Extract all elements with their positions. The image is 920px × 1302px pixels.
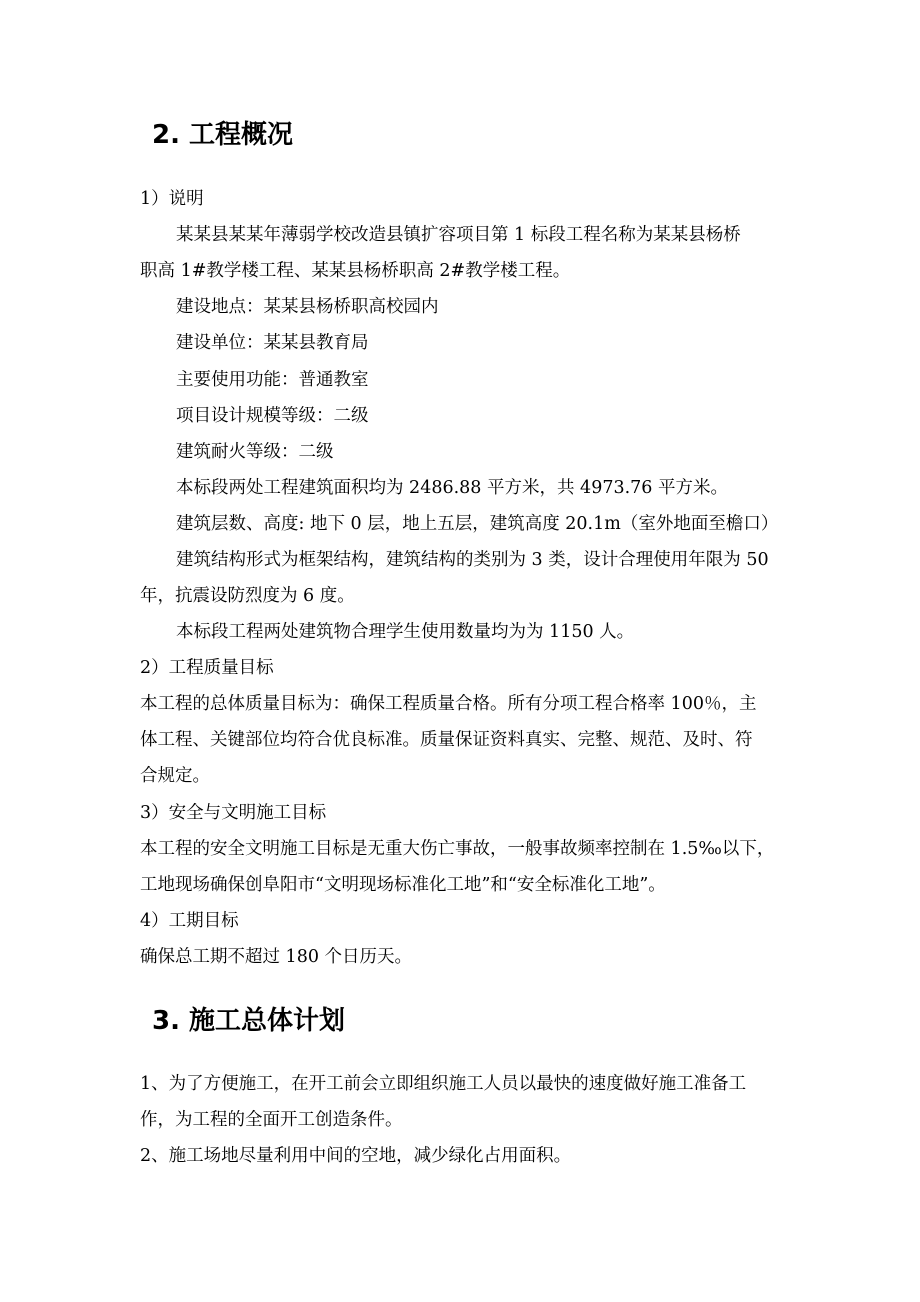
plan-item-1-line-1: 1、为了方便施工，在开工前会立即组织施工人员以最快的速度做好施工准备工: [140, 1074, 747, 1094]
sub-2-label: 2）工程质量目标: [140, 658, 274, 678]
plan-item-1-line-2: 作，为工程的全面开工创造条件。: [140, 1110, 403, 1130]
structure-line-1: 建筑结构形式为框架结构，建筑结构的类别为 3 类，设计合理使用年限为 50: [176, 550, 769, 570]
construction-location: 建设地点：某某县杨桥职高校园内: [176, 297, 439, 317]
quality-line-1: 本工程的总体质量目标为：确保工程质量合格。所有分项工程合格率 100％，主: [140, 694, 757, 714]
structure-line-2: 年，抗震设防烈度为 6 度。: [140, 586, 355, 606]
quality-line-2: 体工程、关键部位均符合优良标准。质量保证资料真实、完整、规范、及时、符: [140, 730, 753, 750]
building-area: 本标段两处工程建筑面积均为 2486.88 平方米，共 4973.76 平方米。: [176, 478, 728, 498]
safety-line-1: 本工程的安全文明施工目标是无重大伤亡事故，一般事故频率控制在 1.5‰以下，: [140, 839, 775, 859]
student-capacity: 本标段工程两处建筑物合理学生使用数量均为为 1150 人。: [176, 622, 635, 642]
construction-unit: 建设单位：某某县教育局: [176, 333, 369, 353]
safety-line-2: 工地现场确保创阜阳市“文明现场标准化工地”和“安全标准化工地”。: [140, 875, 666, 895]
section-2-heading: 2. 工程概况: [152, 120, 294, 150]
sub-3-label: 3）安全与文明施工目标: [140, 803, 327, 823]
plan-item-2: 2、施工场地尽量利用中间的空地，减少绿化占用面积。: [140, 1146, 572, 1166]
fire-rating: 建筑耐火等级：二级: [176, 442, 334, 462]
project-name-line-1: 某某县某某年薄弱学校改造县镇扩容项目第 1 标段工程名称为某某县杨桥: [176, 225, 741, 245]
sub-4-label: 4）工期目标: [140, 911, 239, 931]
sub-1-label: 1）说明: [140, 189, 204, 209]
project-name-line-2: 职高 1#教学楼工程、某某县杨桥职高 2#教学楼工程。: [140, 261, 571, 281]
schedule-line-1: 确保总工期不超过 180 个日历天。: [140, 947, 413, 967]
main-function: 主要使用功能：普通教室: [176, 370, 369, 390]
section-3-heading: 3. 施工总体计划: [152, 1006, 346, 1036]
quality-line-3: 合规定。: [140, 766, 210, 786]
building-floors: 建筑层数、高度: 地下 0 层，地上五层，建筑高度 20.1m（室外地面至檐口）: [176, 514, 779, 534]
design-scale: 项目设计规模等级：二级: [176, 406, 369, 426]
